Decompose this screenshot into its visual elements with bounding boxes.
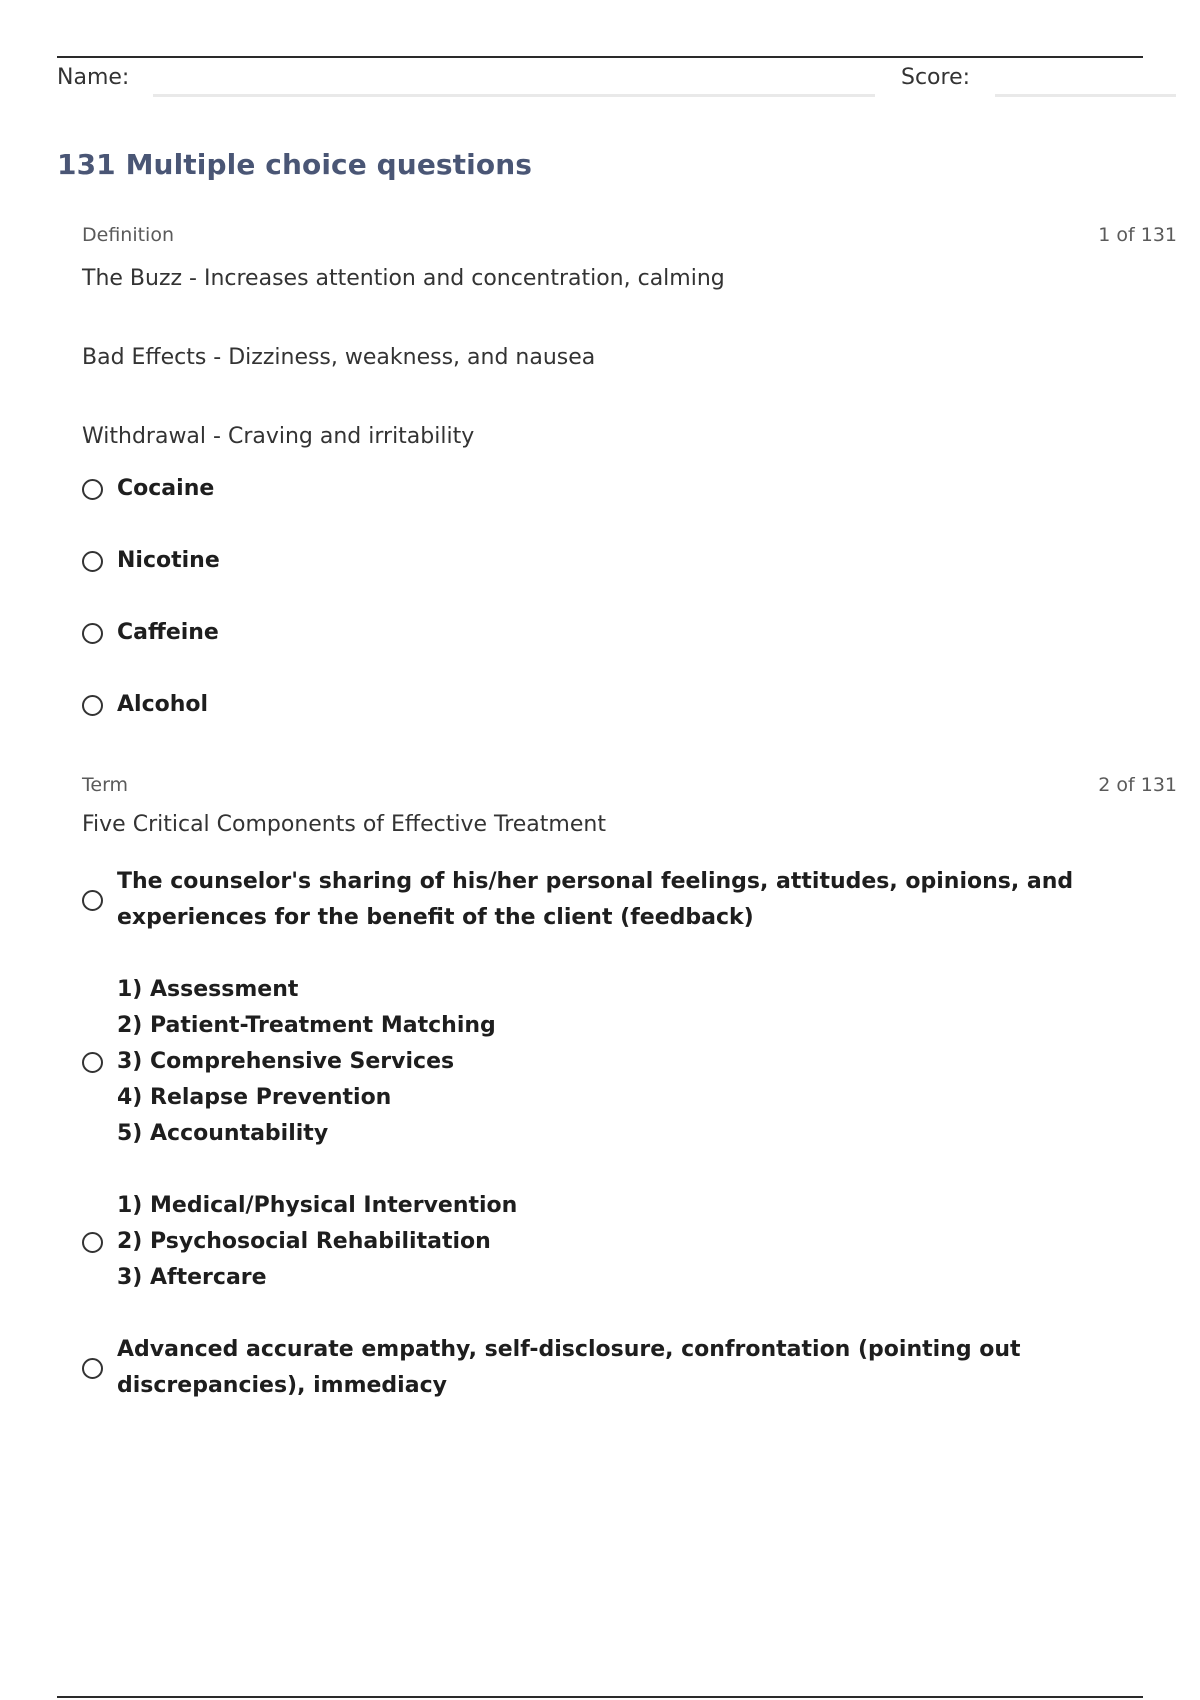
answer-option-text: Advanced accurate empathy, self-disclosure, confrontation (pointing out discrepancies), immediacy (117, 1337, 1021, 1398)
answer-option[interactable] (82, 1332, 1177, 1404)
answer-option[interactable] (82, 615, 1177, 651)
answer-option[interactable] (82, 1188, 1177, 1296)
answer-options (82, 471, 1177, 723)
question-1 (82, 224, 1177, 723)
radio-circle-icon[interactable] (82, 695, 103, 716)
answer-option-text: 1) Medical/Physical Intervention 2) Psychosocial Rehabilitation 3) Aftercare (117, 1193, 518, 1290)
question-kind: Term (82, 774, 129, 796)
radio-circle-icon[interactable] (82, 1358, 103, 1379)
worksheet-header (57, 62, 1177, 102)
question-prompt-line: Five Critical Components of Effective Treatment (82, 812, 606, 837)
answer-option[interactable] (82, 543, 1177, 579)
radio-circle-icon[interactable] (82, 1232, 103, 1253)
answer-option-text: Alcohol (117, 692, 209, 717)
score-field[interactable] (995, 94, 1176, 97)
question-counter: 1 of 131 (1098, 224, 1177, 246)
radio-circle-icon[interactable] (82, 551, 103, 572)
radio-circle-icon[interactable] (82, 479, 103, 500)
answer-option[interactable] (82, 972, 1177, 1152)
answer-option-text: Cocaine (117, 476, 215, 501)
section-title: 131 Multiple choice questions (57, 148, 533, 181)
question-2 (82, 774, 1177, 1440)
answer-option-text: Caffeine (117, 620, 219, 645)
top-rule (57, 56, 1143, 58)
answer-options (82, 864, 1177, 1404)
answer-option[interactable] (82, 864, 1177, 936)
score-label: Score: (901, 65, 971, 90)
bottom-rule (57, 1696, 1143, 1698)
name-field[interactable] (153, 94, 875, 97)
question-prompt-line: Withdrawal - Craving and irritability (82, 424, 475, 449)
question-prompt-line: Bad Effects - Dizziness, weakness, and nausea (82, 345, 596, 370)
answer-option-text: Nicotine (117, 548, 220, 573)
question-kind: Definition (82, 224, 175, 246)
answer-option-text: 1) Assessment 2) Patient-Treatment Matching 3) Comprehensive Services 4) Relapse Prevention 5) Accountability (117, 977, 496, 1146)
name-label: Name: (57, 65, 130, 90)
radio-circle-icon[interactable] (82, 1052, 103, 1073)
radio-circle-icon[interactable] (82, 623, 103, 644)
question-header (82, 224, 1177, 252)
question-header (82, 774, 1177, 802)
radio-circle-icon[interactable] (82, 890, 103, 911)
answer-option[interactable] (82, 471, 1177, 507)
answer-option-text: The counselor's sharing of his/her personal feelings, attitudes, opinions, and experiences for the benefit of the client (feedback) (117, 869, 1074, 930)
answer-option[interactable] (82, 687, 1177, 723)
question-counter: 2 of 131 (1098, 774, 1177, 796)
question-prompt-line: The Buzz - Increases attention and concentration, calming (82, 266, 725, 291)
